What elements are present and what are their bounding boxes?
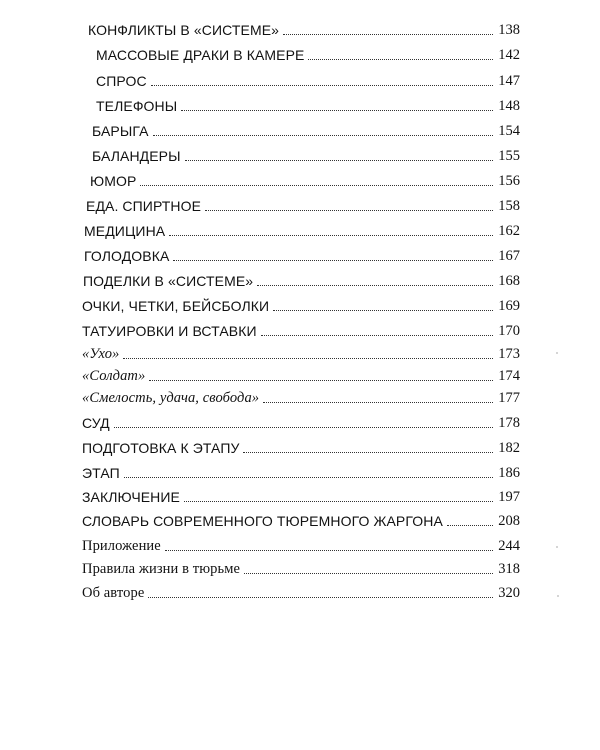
toc-dot-leader [283,34,493,35]
toc-entry-title: Правила жизни в тюрьме [82,561,241,577]
toc-entry-page: 170 [498,323,520,339]
toc-entry[interactable] [82,556,520,578]
toc-dot-leader [169,235,493,236]
toc-entry[interactable] [82,533,520,555]
toc-entry[interactable] [88,17,520,39]
toc-entry-title: ЗАКЛЮЧЕНИЕ [82,489,180,505]
toc-entry-page: 186 [498,465,520,481]
toc-entry-page: 208 [498,513,520,529]
toc-entry[interactable] [82,580,520,602]
toc-entry[interactable] [90,168,520,190]
toc-entry-page: 138 [498,22,520,38]
toc-entry-title: ПОДЕЛКИ В «СИСТЕМЕ» [83,273,254,289]
toc-entry-title: «Солдат» [82,368,146,384]
toc-dot-leader [124,477,493,478]
scan-speck [556,352,558,354]
toc-entry-title: «Ухо» [82,346,120,362]
toc-entry[interactable] [82,460,520,482]
toc-dot-leader [184,501,493,502]
toc-entry-page: 158 [498,198,520,214]
toc-entry[interactable] [84,243,520,265]
toc-dot-leader [123,358,493,359]
toc-entry-page: 173 [498,346,520,362]
toc-dot-leader [173,260,493,261]
toc-entry[interactable] [83,268,520,290]
toc-entry-page: 320 [498,585,520,601]
toc-dot-leader [244,573,493,574]
toc-entry-page: 318 [498,561,520,577]
toc-entry-page: 178 [498,415,520,431]
toc-entry-page: 169 [498,298,520,314]
toc-dot-leader [185,160,493,161]
toc-entry-page: 147 [498,73,520,89]
toc-entry-title: ОЧКИ, ЧЕТКИ, БЕЙСБОЛКИ [82,298,270,314]
toc-entry-title: ТЕЛЕФОНЫ [96,98,178,114]
toc-entry[interactable] [92,118,520,140]
toc-entry-title: ЕДА. СПИРТНОЕ [86,198,202,214]
toc-dot-leader [261,335,493,336]
toc-entry[interactable] [82,293,520,315]
toc-entry[interactable] [82,508,520,530]
toc-dot-leader [114,427,493,428]
toc-dot-leader [308,59,493,60]
toc-dot-leader [165,550,493,551]
toc-entry-page: 142 [498,47,520,63]
toc-entry-title: ЮМОР [90,173,137,189]
toc-entry-page: 168 [498,273,520,289]
toc-dot-leader [148,597,493,598]
toc-entry-title: СУД [82,415,110,431]
toc-entry-page: 162 [498,223,520,239]
toc-entry-title: СПРОС [96,73,147,89]
toc-entry[interactable] [82,341,520,363]
toc-entry-page: 177 [498,390,520,406]
toc-dot-leader [140,185,493,186]
toc-entry-page: 174 [498,368,520,384]
toc-entry-title: МАССОВЫЕ ДРАКИ В КАМЕРЕ [96,47,305,63]
toc-entry[interactable] [82,318,520,340]
toc-entry[interactable] [82,435,520,457]
toc-entry[interactable] [82,385,520,407]
toc-dot-leader [263,402,493,403]
toc-entry[interactable] [86,193,520,215]
toc-entry-title: БАЛАНДЕРЫ [92,148,181,164]
toc-entry-title: ТАТУИРОВКИ И ВСТАВКИ [82,323,257,339]
toc-entry-title: СЛОВАРЬ СОВРЕМЕННОГО ТЮРЕМНОГО ЖАРГОНА [82,513,443,529]
toc-entry[interactable] [96,42,520,64]
toc-dot-leader [149,380,493,381]
toc-entry-title: «Смелость, удача, свобода» [82,390,260,406]
toc-dot-leader [243,452,493,453]
toc-entry-page: 244 [498,538,520,554]
toc-entry[interactable] [82,410,520,432]
toc-entry-title: ЭТАП [82,465,120,481]
toc-entry-page: 148 [498,98,520,114]
toc-entry-page: 154 [498,123,520,139]
toc-dot-leader [153,135,493,136]
toc-entry[interactable] [84,218,520,240]
toc-dot-leader [151,85,493,86]
toc-entry[interactable] [96,68,520,90]
toc-entry-page: 167 [498,248,520,264]
toc-entry-page: 197 [498,489,520,505]
toc-entry-title: ГОЛОДОВКА [84,248,170,264]
toc-entry[interactable] [92,143,520,165]
toc-dot-leader [257,285,493,286]
toc-entry-title: МЕДИЦИНА [84,223,166,239]
toc-dot-leader [447,525,493,526]
toc-entry-page: 155 [498,148,520,164]
toc-entry-title: КОНФЛИКТЫ В «СИСТЕМЕ» [88,22,280,38]
toc-entry[interactable] [82,484,520,506]
toc-dot-leader [205,210,493,211]
toc-entry[interactable] [82,363,520,385]
scan-speck [556,546,558,548]
toc-dot-leader [273,310,493,311]
toc-entry-title: Об авторе [82,585,145,601]
toc-entry-title: Приложение [82,538,161,554]
toc-entry[interactable] [96,93,520,115]
toc-entry-page: 156 [498,173,520,189]
toc-entry-title: ПОДГОТОВКА К ЭТАПУ [82,440,240,456]
toc-entry-title: БАРЫГА [92,123,149,139]
toc-dot-leader [181,110,493,111]
toc-entry-page: 182 [498,440,520,456]
scan-speck [557,595,559,597]
